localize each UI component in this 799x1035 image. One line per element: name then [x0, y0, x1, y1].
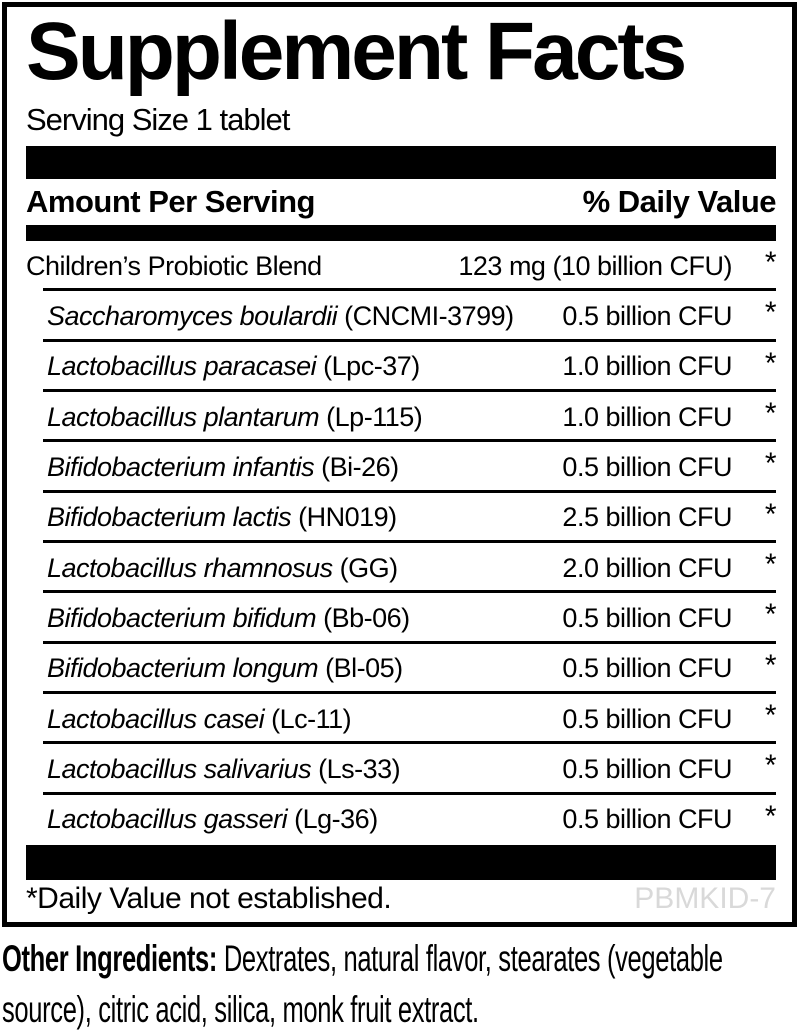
- species-name: Bifidobacterium longum: [47, 653, 319, 684]
- strain-code: (CNCMI-3799): [337, 300, 514, 331]
- other-ingredients-label: Other Ingredients:: [2, 938, 218, 979]
- daily-value-asterisk: *: [764, 396, 776, 430]
- species-name: Lactobacillus salivarius: [47, 753, 312, 784]
- ingredient-amount: 0.5 billion CFU: [562, 753, 732, 784]
- ingredient-row: [26, 744, 776, 794]
- ingredient-row: [26, 543, 776, 593]
- ingredient-amount: 123 mg (10 billion CFU): [458, 250, 732, 281]
- daily-value-asterisk: *: [764, 447, 776, 481]
- ingredient-name: [26, 351, 562, 382]
- ingredient-row: [26, 694, 776, 744]
- species-name: Lactobacillus paracasei: [47, 351, 317, 382]
- ingredient-amount: 0.5 billion CFU: [562, 451, 732, 482]
- daily-value-asterisk: *: [764, 346, 776, 380]
- ingredient-row: [26, 442, 776, 492]
- daily-value-asterisk: *: [764, 547, 776, 581]
- ingredient-name: [26, 704, 562, 735]
- ingredient-amount: 0.5 billion CFU: [562, 300, 732, 331]
- species-name: Lactobacillus gasseri: [47, 804, 288, 835]
- species-name: Bifidobacterium bifidum: [47, 602, 317, 633]
- ingredient-name: [26, 502, 562, 533]
- strain-code: (HN019): [291, 502, 397, 533]
- ingredient-amount: 0.5 billion CFU: [562, 602, 732, 633]
- strain-code: (Lg-36): [287, 804, 378, 835]
- ingredient-name: [26, 452, 562, 483]
- bottom-divider-bar: [26, 845, 776, 880]
- daily-value-asterisk: *: [764, 598, 776, 632]
- daily-value-asterisk: *: [764, 245, 776, 279]
- species-name: Bifidobacterium infantis: [47, 451, 315, 482]
- species-name: Saccharomyces boulardii: [47, 300, 338, 331]
- ingredient-row: [26, 493, 776, 543]
- ingredient-amount: 2.0 billion CFU: [562, 552, 732, 583]
- strain-code: (Bi-26): [314, 451, 399, 482]
- other-ingredients-text: Dextrates, natural flavor, stearates (vegetable source), citric acid, silica, monk fruit extract.: [2, 938, 723, 1031]
- daily-value-asterisk: *: [764, 698, 776, 732]
- species-name: Children’s Probiotic Blend: [26, 250, 322, 281]
- strain-code: (Ls-33): [311, 753, 401, 784]
- top-divider-bar: [26, 146, 776, 179]
- ingredient-name: [26, 301, 562, 332]
- daily-value-asterisk: *: [764, 799, 776, 833]
- ingredient-amount: 1.0 billion CFU: [562, 351, 732, 382]
- ingredient-row: [26, 795, 776, 845]
- strain-code: (Lp-115): [319, 401, 423, 432]
- daily-value-footnote: *Daily Value not established.: [26, 881, 392, 915]
- ingredient-name: [26, 804, 562, 835]
- daily-value-header: % Daily Value: [582, 183, 776, 219]
- ingredient-name: [26, 653, 562, 684]
- ingredient-row: [26, 644, 776, 694]
- strain-code: (Bb-06): [316, 602, 410, 633]
- ingredient-name: [26, 754, 562, 785]
- ingredient-row: [26, 593, 776, 643]
- strain-code: (Bl-05): [318, 653, 403, 684]
- daily-value-asterisk: *: [764, 749, 776, 783]
- column-header-row: [26, 179, 776, 225]
- ingredient-amount: 0.5 billion CFU: [562, 703, 732, 734]
- facts-panel: [2, 2, 797, 927]
- ingredient-amount: 0.5 billion CFU: [562, 804, 732, 835]
- ingredient-name: [26, 603, 562, 634]
- product-code: PBMKID-7: [634, 881, 776, 915]
- strain-code: (Lc-11): [264, 703, 352, 734]
- other-ingredients: [2, 933, 796, 1035]
- daily-value-asterisk: *: [764, 648, 776, 682]
- ingredients-table: [26, 241, 776, 845]
- species-name: Lactobacillus plantarum: [47, 401, 320, 432]
- ingredient-name: [26, 402, 562, 433]
- ingredient-name: [26, 251, 458, 282]
- serving-size: Serving Size 1 tablet: [26, 101, 290, 137]
- daily-value-asterisk: *: [764, 296, 776, 330]
- ingredient-name: [26, 553, 562, 584]
- ingredient-row: [26, 291, 776, 341]
- ingredient-row: [26, 241, 776, 291]
- species-name: Lactobacillus casei: [47, 703, 265, 734]
- panel-title: Supplement Facts: [26, 6, 685, 97]
- strain-code: (Lpc-37): [316, 351, 420, 382]
- amount-per-serving-header: Amount Per Serving: [26, 183, 315, 219]
- species-name: Lactobacillus rhamnosus: [47, 552, 333, 583]
- strain-code: (GG): [332, 552, 398, 583]
- ingredient-row: [26, 342, 776, 392]
- species-name: Bifidobacterium lactis: [47, 502, 292, 533]
- ingredient-amount: 2.5 billion CFU: [562, 502, 732, 533]
- ingredient-amount: 0.5 billion CFU: [562, 653, 732, 684]
- ingredient-amount: 1.0 billion CFU: [562, 401, 732, 432]
- daily-value-asterisk: *: [764, 497, 776, 531]
- ingredient-row: [26, 392, 776, 442]
- footnote-row: [26, 880, 776, 918]
- header-divider-bar: [26, 225, 776, 241]
